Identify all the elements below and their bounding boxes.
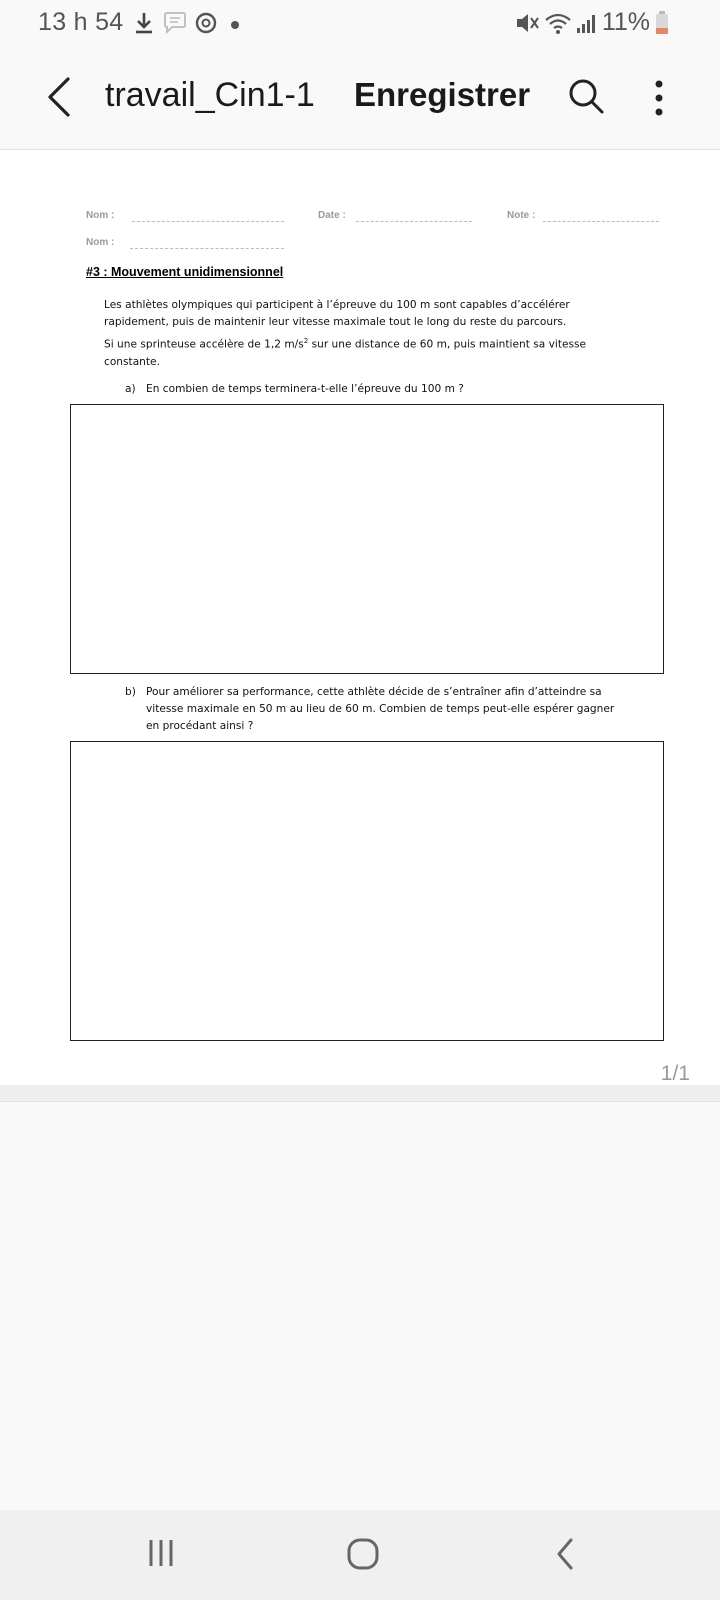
battery-icon <box>655 10 669 41</box>
answer-box-b[interactable] <box>70 741 664 1041</box>
question-b-letter: b) <box>125 686 136 698</box>
sync-icon <box>194 10 218 41</box>
document-viewer[interactable] <box>0 150 720 1085</box>
status-bar <box>0 0 720 46</box>
mute-icon <box>514 10 540 41</box>
note-line <box>543 221 659 222</box>
app-bar <box>0 46 720 150</box>
question-b-text: Pour améliorer sa performance, cette athlète décide de s’entraîner afin d’atteindre sa vitesse maximale en 50 m au lieu de 60 m. Combien de temps peut-elle espérer gagner en procédant ainsi ? <box>146 686 615 732</box>
intro-paragraph <box>104 297 604 371</box>
navigation-bar <box>0 1510 720 1600</box>
intro-line-2: Si une sprinteuse accélère de 1,2 $m/s^2$ sur une distance de 60 m, puis maintient sa vitesse constante. <box>104 337 587 368</box>
status-time: 13 h 54 <box>38 8 124 36</box>
note-label: Note : <box>507 210 536 221</box>
back-button[interactable] <box>40 74 80 120</box>
search-icon <box>566 76 606 116</box>
back-icon <box>40 74 80 120</box>
date-label: Date : <box>318 210 346 221</box>
more-vert-icon <box>642 76 676 120</box>
more-options-button[interactable] <box>642 76 676 120</box>
document-page <box>0 150 720 1085</box>
save-button[interactable]: Enregistrer <box>354 76 531 113</box>
recent-apps-button[interactable] <box>131 1532 191 1576</box>
nom-line-2 <box>130 248 284 249</box>
download-icon <box>133 10 155 41</box>
nom-label-1: Nom : <box>86 210 115 221</box>
question-a <box>125 381 625 401</box>
document-title: travail_Cin1-1 <box>105 76 315 114</box>
question-a-letter: a) <box>125 383 136 395</box>
page-indicator: 1/1 <box>660 1062 690 1085</box>
recent-apps-icon <box>131 1532 191 1576</box>
page-separator <box>0 1085 720 1102</box>
intro-line-1: Les athlètes olympiques qui participent à l’épreuve du 100 m sont capables d’accélérer rapidement, puis de maintenir leur vitesse maximale tout le long du reste du parcours. <box>104 299 570 328</box>
wifi-icon <box>543 10 573 41</box>
message-icon <box>162 10 188 41</box>
question-b <box>125 684 625 738</box>
nav-back-icon <box>535 1532 595 1576</box>
answer-box-a[interactable] <box>70 404 664 674</box>
nom-label-2: Nom : <box>86 237 115 248</box>
date-line <box>356 221 472 222</box>
battery-percent: 11% <box>601 8 650 36</box>
section-title: #3 : Mouvement unidimensionnel <box>86 265 284 279</box>
nom-line-1 <box>132 221 284 222</box>
dot-icon <box>230 17 240 35</box>
signal-icon <box>575 10 599 41</box>
nav-back-button[interactable] <box>535 1532 595 1576</box>
home-button[interactable] <box>333 1532 393 1576</box>
home-icon <box>333 1532 393 1576</box>
question-a-text: En combien de temps terminera-t-elle l’épreuve du 100 m ? <box>146 383 464 395</box>
search-button[interactable] <box>566 76 606 116</box>
